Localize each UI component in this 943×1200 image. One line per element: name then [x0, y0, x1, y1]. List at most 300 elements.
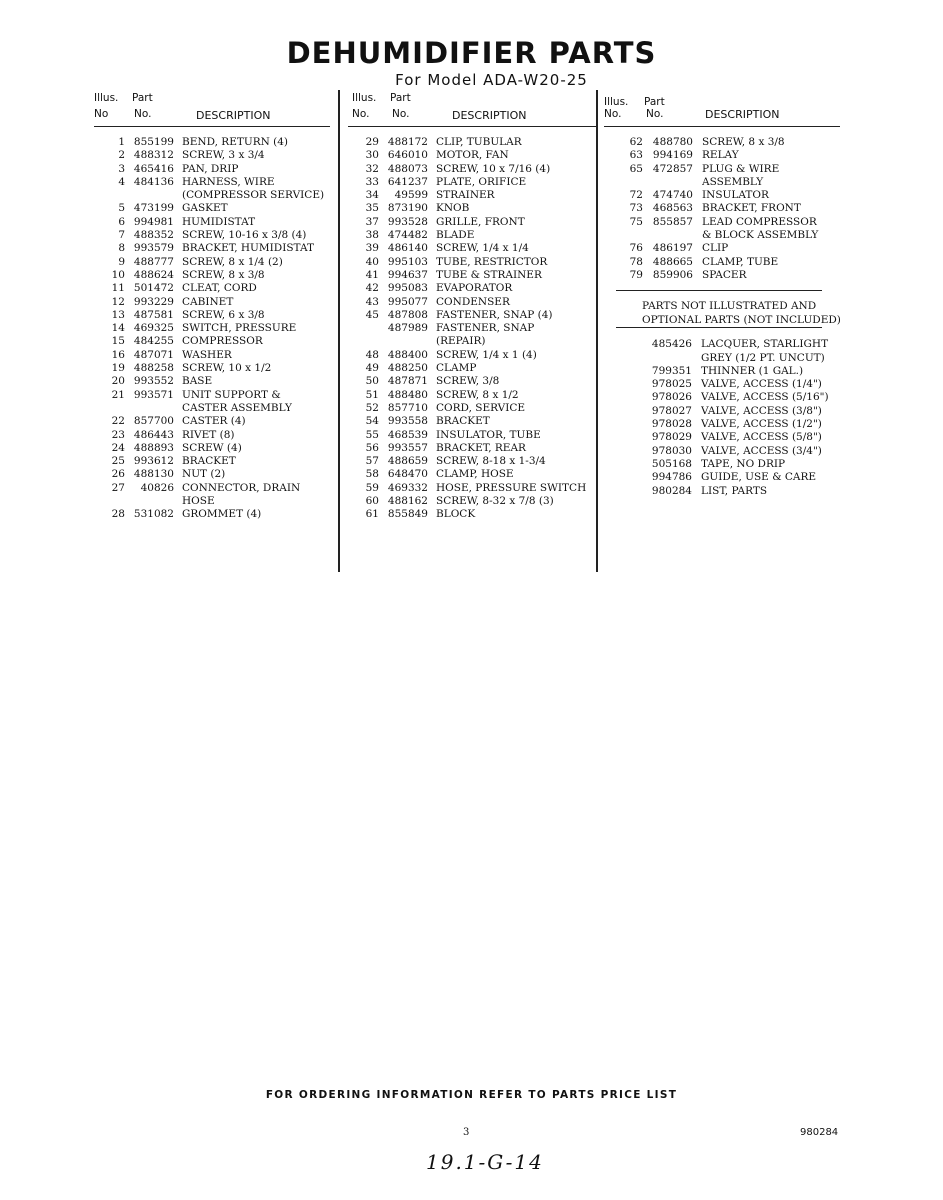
part-description: TUBE & STRAINER	[436, 268, 542, 281]
illus-number: 38	[365, 229, 379, 242]
parts-list	[604, 127, 840, 282]
part-number: 487808	[387, 308, 428, 321]
part-number: 488480	[387, 388, 428, 401]
table-row	[604, 352, 840, 365]
illus-number: 4	[118, 175, 125, 188]
table-row	[94, 163, 330, 176]
part-description: SCREW, 10 x 7/16 (4)	[436, 162, 551, 175]
part-number: 487989	[387, 322, 428, 335]
illus-number: 48	[365, 348, 379, 361]
part-description: BRACKET, HUMIDISTAT	[182, 242, 314, 255]
table-row	[94, 415, 330, 428]
optional-parts-list	[604, 336, 840, 498]
part-description: CLEAT, CORD	[182, 282, 257, 295]
illus-number: 43	[365, 295, 379, 308]
part-number: 488162	[387, 495, 428, 508]
illus-number: 25	[111, 455, 125, 468]
table-row	[348, 482, 596, 495]
optional-parts-note	[616, 290, 841, 328]
part-description: VALVE, ACCESS (3/4")	[701, 444, 822, 457]
model-subtitle: For Model ADA-W20-25	[395, 71, 588, 89]
part-description: (REPAIR)	[436, 335, 486, 348]
part-number: 855857	[652, 215, 693, 228]
illus-number: 37	[365, 215, 379, 228]
part-description: CONDENSER	[436, 295, 510, 308]
illus-number	[94, 402, 125, 415]
part-description: BRACKET	[436, 415, 490, 428]
part-description: BRACKET	[182, 455, 236, 468]
table-row	[348, 375, 596, 388]
table-row	[348, 495, 596, 508]
table-row	[94, 242, 330, 255]
table-row	[348, 282, 596, 295]
part-number	[643, 176, 693, 189]
part-description: CASTER (4)	[182, 415, 246, 428]
part-description: SPACER	[702, 268, 747, 281]
table-row	[348, 242, 596, 255]
part-description: CABINET	[182, 295, 234, 308]
illus-number: 10	[111, 268, 125, 281]
part-number: 488777	[133, 255, 174, 268]
table-row	[94, 362, 330, 375]
part-number: 993571	[133, 388, 174, 401]
illus-number: 55	[365, 428, 379, 441]
table-row	[604, 471, 840, 484]
part-description: NUT (2)	[182, 468, 226, 481]
illus-number: 2	[118, 149, 125, 162]
table-row	[604, 149, 840, 162]
part-number: 978029	[651, 431, 692, 444]
table-row	[94, 176, 330, 189]
part-description: INSULATOR	[702, 189, 769, 202]
part-number: 488250	[387, 362, 428, 375]
illus-number: 62	[629, 136, 643, 148]
table-row	[94, 229, 330, 242]
part-description: (COMPRESSOR SERVICE)	[182, 189, 325, 202]
part-number: 488400	[387, 348, 428, 361]
illus-number: 54	[365, 415, 379, 428]
table-row	[604, 189, 840, 202]
part-description: BASE	[182, 375, 213, 388]
illus-number	[348, 322, 379, 335]
part-number: 468539	[387, 428, 428, 441]
illus-number: 32	[365, 162, 379, 175]
illus-number: 35	[365, 202, 379, 215]
part-number: 487071	[133, 348, 174, 361]
header-no: No.	[604, 108, 622, 120]
table-row	[604, 163, 840, 176]
part-description: SCREW, 8 x 3/8	[702, 136, 785, 148]
illus-number: 72	[629, 189, 643, 202]
illus-number: 40	[365, 255, 379, 268]
part-description: MOTOR, FAN	[436, 149, 509, 162]
illus-number: 24	[111, 441, 125, 454]
part-description: GREY (1/2 PT. UNCUT)	[701, 351, 825, 364]
table-row	[94, 322, 330, 335]
page-number: 3	[463, 1127, 470, 1138]
part-number: 995077	[387, 295, 428, 308]
table-row	[348, 508, 596, 521]
part-number: 484255	[133, 335, 174, 348]
part-number: 487871	[387, 375, 428, 388]
table-row	[348, 362, 596, 375]
part-description: VALVE, ACCESS (1/2")	[701, 418, 822, 431]
table-row	[348, 229, 596, 242]
part-number: 859906	[652, 268, 693, 281]
illus-number: 41	[365, 268, 379, 281]
part-number: 994637	[387, 268, 428, 281]
table-row	[604, 445, 840, 458]
note-line: PARTS NOT ILLUSTRATED AND	[642, 300, 817, 313]
column-header	[94, 92, 330, 127]
part-number: 641237	[387, 175, 428, 188]
part-number	[125, 402, 174, 415]
part-description: THINNER (1 GAL.)	[701, 364, 804, 377]
illus-number	[604, 229, 643, 242]
illus-number: 20	[111, 375, 125, 388]
handwritten-note: 19.1-G-14	[426, 1150, 544, 1174]
part-description: SCREW, 3 x 3/4	[182, 149, 265, 162]
part-description: SCREW, 10-16 x 3/8 (4)	[182, 229, 307, 242]
illus-number: 29	[365, 136, 379, 148]
part-number: 980284	[651, 484, 692, 497]
part-number: 40826	[140, 481, 174, 494]
table-row	[94, 402, 330, 415]
part-number: 488659	[387, 455, 428, 468]
header-part-no: No.	[134, 108, 152, 120]
illus-number: 21	[111, 388, 125, 401]
illus-number: 11	[111, 282, 125, 295]
part-description: CLIP	[702, 242, 729, 255]
part-description: CASTER ASSEMBLY	[182, 401, 292, 414]
part-number: 484136	[133, 175, 174, 188]
part-description: WASHER	[182, 348, 232, 361]
part-description: SCREW, 10 x 1/2	[182, 362, 272, 375]
illus-number: 14	[111, 322, 125, 335]
table-row	[604, 229, 840, 242]
table-row	[94, 482, 330, 495]
part-number	[125, 495, 174, 508]
illus-number: 13	[111, 308, 125, 321]
table-row	[348, 335, 596, 348]
illus-number: 61	[365, 508, 379, 521]
header-part: Part	[132, 92, 153, 104]
illus-number: 28	[111, 508, 125, 521]
part-description: BEND, RETURN (4)	[182, 136, 289, 148]
illus-number: 3	[118, 162, 125, 175]
table-row	[348, 296, 596, 309]
illus-number: 79	[629, 268, 643, 281]
illus-number	[94, 495, 125, 508]
table-row	[604, 338, 840, 351]
illus-number: 60	[365, 495, 379, 508]
part-number: 488893	[133, 441, 174, 454]
illus-number: 33	[365, 175, 379, 188]
document-number: 980284	[800, 1127, 839, 1138]
table-row	[604, 269, 840, 282]
part-description: FASTENER, SNAP	[436, 322, 535, 335]
part-number: 472857	[652, 162, 693, 175]
part-description: LACQUER, STARLIGHT	[701, 338, 829, 351]
illus-number: 56	[365, 441, 379, 454]
part-description: INSULATOR, TUBE	[436, 428, 541, 441]
part-number	[125, 189, 174, 202]
part-number: 488073	[387, 162, 428, 175]
table-row	[348, 256, 596, 269]
table-row	[348, 309, 596, 322]
part-number: 855849	[387, 508, 428, 521]
part-description: CORD, SERVICE	[436, 401, 526, 414]
table-row	[94, 149, 330, 162]
column-header	[348, 92, 596, 127]
table-row	[94, 375, 330, 388]
table-row	[604, 378, 840, 391]
part-description: SCREW, 8 x 1/2	[436, 388, 519, 401]
header-part: Part	[644, 96, 665, 108]
part-description: CLAMP, TUBE	[702, 255, 779, 268]
part-description: BRACKET, FRONT	[702, 202, 801, 215]
table-row	[604, 485, 840, 498]
part-description: RIVET (8)	[182, 428, 235, 441]
part-description: LEAD COMPRESSOR	[702, 215, 817, 228]
table-row	[604, 405, 840, 418]
header-illus: Illus.	[94, 92, 119, 104]
table-row	[94, 508, 330, 521]
part-description: GRILLE, FRONT	[436, 215, 525, 228]
part-description: BLOCK	[436, 508, 476, 521]
part-description: VALVE, ACCESS (3/8")	[701, 404, 822, 417]
table-row	[604, 431, 840, 444]
part-description: GROMMET (4)	[182, 508, 262, 521]
table-row	[94, 442, 330, 455]
table-row	[94, 429, 330, 442]
part-description: ASSEMBLY	[702, 175, 764, 188]
table-row	[604, 418, 840, 431]
parts-list	[348, 127, 596, 522]
illus-number: 27	[111, 481, 125, 494]
part-number: 993229	[133, 295, 174, 308]
part-description: VALVE, ACCESS (5/8")	[701, 431, 822, 444]
part-description: SCREW (4)	[182, 441, 242, 454]
part-number: 488172	[387, 136, 428, 148]
header-description: DESCRIPTION	[705, 108, 780, 121]
table-row	[348, 402, 596, 415]
table-row	[604, 216, 840, 229]
part-description: CLAMP, HOSE	[436, 468, 514, 481]
part-description: KNOB	[436, 202, 470, 215]
part-number: 993552	[133, 375, 174, 388]
illus-number: 16	[111, 348, 125, 361]
part-number: 488258	[133, 362, 174, 375]
illus-number: 63	[629, 149, 643, 162]
table-row	[348, 455, 596, 468]
table-row	[348, 429, 596, 442]
part-number: 469332	[387, 481, 428, 494]
illus-number: 57	[365, 455, 379, 468]
part-number: 488352	[133, 229, 174, 242]
illus-number: 52	[365, 401, 379, 414]
part-number: 978030	[651, 444, 692, 457]
part-number: 995083	[387, 282, 428, 295]
illus-number: 42	[365, 282, 379, 295]
part-description: HOSE	[182, 495, 215, 508]
part-description: TAPE, NO DRIP	[701, 457, 786, 470]
part-number: 474482	[387, 229, 428, 242]
table-row	[348, 269, 596, 282]
part-number: 488312	[133, 149, 174, 162]
part-description: LIST, PARTS	[701, 484, 768, 497]
column-divider	[338, 90, 340, 572]
part-description: SCREW, 8 x 3/8	[182, 268, 265, 281]
illus-number: 76	[629, 242, 643, 255]
header-part: Part	[390, 92, 411, 104]
part-description: HOSE, PRESSURE SWITCH	[436, 481, 587, 494]
part-description: PLUG & WIRE	[702, 162, 780, 175]
part-number: 857710	[387, 401, 428, 414]
illus-number: 6	[118, 215, 125, 228]
part-number: 49599	[394, 189, 428, 202]
table-row	[604, 391, 840, 404]
part-number: 873190	[387, 202, 428, 215]
table-row	[94, 269, 330, 282]
part-number: 978028	[651, 418, 692, 431]
part-number: 993579	[133, 242, 174, 255]
column-header	[604, 92, 840, 127]
ordering-info-footer: FOR ORDERING INFORMATION REFER TO PARTS PRICE LIST	[265, 1089, 678, 1101]
part-description: VALVE, ACCESS (5/16")	[701, 391, 829, 404]
illus-number: 23	[111, 428, 125, 441]
table-row	[94, 216, 330, 229]
part-number: 646010	[387, 149, 428, 162]
illus-number: 45	[365, 308, 379, 321]
part-number: 799351	[651, 364, 692, 377]
part-description: FASTENER, SNAP (4)	[436, 308, 553, 321]
part-number: 978027	[651, 404, 692, 417]
part-description: SCREW, 8 x 1/4 (2)	[182, 255, 283, 268]
illus-number: 19	[111, 362, 125, 375]
part-description: SCREW, 8-18 x 1-3/4	[436, 455, 546, 468]
illus-number: 78	[629, 255, 643, 268]
illus-number	[94, 189, 125, 202]
illus-number	[348, 335, 379, 348]
illus-number: 12	[111, 295, 125, 308]
table-row	[604, 176, 840, 189]
part-description: EVAPORATOR	[436, 282, 513, 295]
part-number: 487581	[133, 308, 174, 321]
table-row	[348, 389, 596, 402]
part-number: 485426	[651, 338, 692, 351]
table-row	[348, 216, 596, 229]
part-number: 486140	[387, 242, 428, 255]
part-number	[379, 335, 428, 348]
header-no: No	[94, 108, 109, 120]
header-illus: Illus.	[352, 92, 377, 104]
parts-column-2	[348, 92, 596, 522]
part-description: GASKET	[182, 202, 228, 215]
table-row	[348, 442, 596, 455]
illus-number: 39	[365, 242, 379, 255]
part-number: 993558	[387, 415, 428, 428]
parts-column-3	[604, 92, 840, 498]
illus-number: 59	[365, 481, 379, 494]
table-row	[348, 176, 596, 189]
part-number: 486443	[133, 428, 174, 441]
parts-list	[94, 127, 330, 522]
part-number: 473199	[133, 202, 174, 215]
part-number: 486197	[652, 242, 693, 255]
table-row	[94, 136, 330, 149]
table-row	[94, 455, 330, 468]
table-row	[604, 458, 840, 471]
header-no: No.	[352, 108, 370, 120]
illus-number: 58	[365, 468, 379, 481]
part-number: 469325	[133, 322, 174, 335]
illus-number: 1	[118, 136, 125, 148]
part-number: 993557	[387, 441, 428, 454]
table-row	[348, 415, 596, 428]
part-number: 978026	[651, 391, 692, 404]
part-number: 993612	[133, 455, 174, 468]
part-number: 855199	[133, 136, 174, 148]
illus-number	[604, 176, 643, 189]
table-row	[348, 189, 596, 202]
part-description: PAN, DRIP	[182, 162, 239, 175]
part-description: STRAINER	[436, 189, 495, 202]
table-row	[604, 136, 840, 149]
part-number: 995103	[387, 255, 428, 268]
part-description: SWITCH, PRESSURE	[182, 322, 297, 335]
illus-number: 49	[365, 362, 379, 375]
part-description: BRACKET, REAR	[436, 441, 526, 454]
part-number: 994169	[652, 149, 693, 162]
part-description: SCREW, 1/4 x 1/4	[436, 242, 529, 255]
part-number: 488130	[133, 468, 174, 481]
part-number: 857700	[133, 415, 174, 428]
table-row	[604, 365, 840, 378]
column-divider	[596, 90, 598, 572]
table-row	[348, 202, 596, 215]
part-description: BLADE	[436, 229, 475, 242]
page-title: DEHUMIDIFIER PARTS	[286, 36, 657, 70]
table-row	[348, 349, 596, 362]
part-description: HUMIDISTAT	[182, 215, 256, 228]
table-row	[348, 163, 596, 176]
part-description: HARNESS, WIRE	[182, 175, 275, 188]
table-row	[604, 242, 840, 255]
part-number: 465416	[133, 162, 174, 175]
part-number: 468563	[652, 202, 693, 215]
part-number: 488665	[652, 255, 693, 268]
parts-column-1	[94, 92, 330, 522]
header-illus: Illus.	[604, 96, 629, 108]
illus-number: 7	[118, 229, 125, 242]
part-number: 474740	[652, 189, 693, 202]
table-row	[94, 468, 330, 481]
part-description: VALVE, ACCESS (1/4")	[701, 378, 822, 391]
table-row	[348, 136, 596, 149]
part-number: 488780	[652, 136, 693, 148]
table-row	[348, 468, 596, 481]
header-part-no: No.	[646, 108, 664, 120]
illus-number: 15	[111, 335, 125, 348]
header-description: DESCRIPTION	[196, 109, 271, 122]
part-number	[604, 352, 692, 365]
table-row	[94, 389, 330, 402]
illus-number: 9	[118, 255, 125, 268]
illus-number: 34	[365, 189, 379, 202]
part-description: CLIP, TUBULAR	[436, 136, 522, 148]
part-number	[643, 229, 693, 242]
